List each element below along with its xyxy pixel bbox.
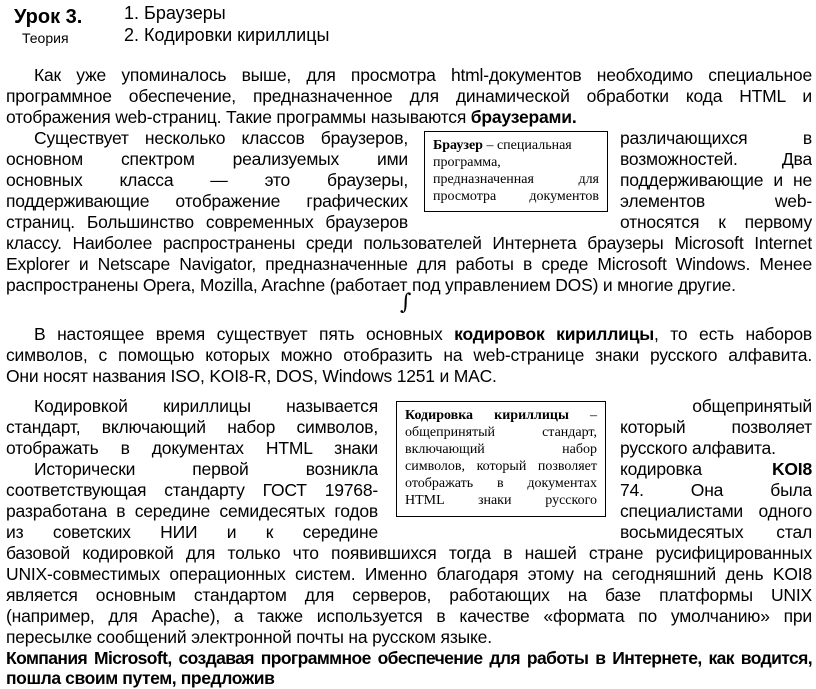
para2-line8: распространены Opera, Mozilla, Arachne (работает под управлением DOS) и многие другие. xyxy=(6,275,736,295)
para4-line3-right: русского алфавита. xyxy=(620,438,776,458)
box2-line6: HTML знаки русского xyxy=(405,493,597,508)
para3-line2: символов, с помощью которых можно отобразить на web-странице знаки русского алфавита. xyxy=(6,345,812,365)
para4-line7-right: восьмидесятых стал xyxy=(620,522,812,542)
para2-line4-left: поддерживающие отображение графических xyxy=(6,191,408,211)
definition-box-encoding xyxy=(396,401,606,517)
para2-line1-right: различающихся в xyxy=(620,128,812,148)
para1-line1: Как уже упоминалось выше, для просмотра html-документов необходимо специальное xyxy=(34,65,812,85)
para2-line6: классу. Наиболее распространены среди пользователей Интернета браузеры Microsoft Internet xyxy=(6,233,812,253)
para2-line5-left: страниц. Большинство современных браузеров xyxy=(6,212,408,232)
box2-line1: Кодировка кириллицы – xyxy=(405,408,597,423)
toc-item-encodings: 2. Кодировки кириллицы xyxy=(124,25,330,45)
para5-line1: Компания Microsoft, создавая программное обеспечение для работы в Интернете, как водится, xyxy=(6,648,812,668)
para4-line1-right: общепринятый xyxy=(692,396,812,416)
toc-item-browsers: 1. Браузеры xyxy=(124,3,226,23)
para2-line4-right: элементов web- xyxy=(620,191,812,211)
lesson-title: Урок 3. xyxy=(14,6,83,28)
para2-line5-right: относятся к первому xyxy=(620,212,812,232)
para1-line3: отображения web-страниц. Такие программы называются браузерами. xyxy=(6,107,577,127)
term-browsers: браузерами. xyxy=(470,107,577,127)
para4-line2-right: который позволяет xyxy=(620,417,812,437)
integral-symbol: ∫ xyxy=(400,290,412,315)
box1-line2: программа, xyxy=(433,155,501,170)
box2-line3: включающий набор xyxy=(405,442,597,457)
para4-line6-right: специалистами одного xyxy=(620,501,812,521)
definition-box-browser xyxy=(424,131,608,212)
box2-line2: общепринятый стандарт, xyxy=(405,425,597,440)
para5-line2: пошла своим путем, предложив xyxy=(6,668,275,688)
box2-line4: символов, который позволяет xyxy=(405,459,597,474)
para4-line12: пересылке сообщений электронной почты на русском языке. xyxy=(6,627,492,647)
para2-line2-right: возможностей. Два xyxy=(620,149,812,169)
lesson-subtitle: Теория xyxy=(22,30,69,46)
para4-line4-right: кодировка KOI8 xyxy=(620,459,812,479)
para2-line3-left: основных класса — это браузеры, xyxy=(6,170,408,190)
para2-line3-right: поддерживающие и не xyxy=(620,170,812,190)
para3-line3: Они носят названия ISO, KOI8-R, DOS, Windows 1251 и MAC. xyxy=(6,366,497,386)
para4-line5-left: соответствующая стандарту ГОСТ 19768- xyxy=(6,480,378,500)
para4-line11: (например, для Apache), а также используется в качестве «формата по умолчанию» при xyxy=(6,606,812,626)
para2-line1-left: Существует несколько классов браузеров, xyxy=(34,128,408,148)
term-encodings: кодировок кириллицы xyxy=(454,324,655,344)
para1-line2: программное обеспечение, предназначенное для динамической обработки кода HTML и xyxy=(6,86,812,106)
para4-line8: базовой кодировкой для только что появившихся тогда в нашей стране русифицированных xyxy=(6,543,812,563)
para2-line2-left: основном спектром реализуемых ими xyxy=(6,149,408,169)
para4-line1-left: Кодировкой кириллицы называется xyxy=(34,396,378,416)
para4-line5-right: 74. Она была xyxy=(620,480,812,500)
box1-line3: предназначенная для xyxy=(433,172,599,187)
para2-line7: Explorer и Netscape Navigator, предназначенные для работы в среде Microsoft Windows. Менее xyxy=(6,254,812,274)
para4-line2-left: стандарт, включающий набор символов, xyxy=(6,417,378,437)
para4-line9: UNIX-совместимых операционных систем. Именно благодаря этому на сегодняшний день KOI8 xyxy=(6,564,812,584)
box2-line5: отображать в документах xyxy=(405,476,597,491)
table-of-contents xyxy=(124,2,330,46)
box1-line4: просмотра документов xyxy=(433,189,599,204)
para4-line4-left: Исторически первой возникла xyxy=(34,459,378,479)
para4-line3-left: отображать в документах HTML знаки xyxy=(6,438,378,458)
para4-line6-left: разработана в середине семидесятых годов xyxy=(6,501,378,521)
para4-line7-left: из советских НИИ и к середине xyxy=(6,522,378,542)
para3-line1: В настоящее время существует пять основных кодировок кириллицы, то есть наборов xyxy=(34,324,812,344)
para4-line10: является основным стандартом для серверов, работающих на базе платформы UNIX xyxy=(6,585,812,605)
box1-line1: Браузер – специальная xyxy=(433,138,572,153)
